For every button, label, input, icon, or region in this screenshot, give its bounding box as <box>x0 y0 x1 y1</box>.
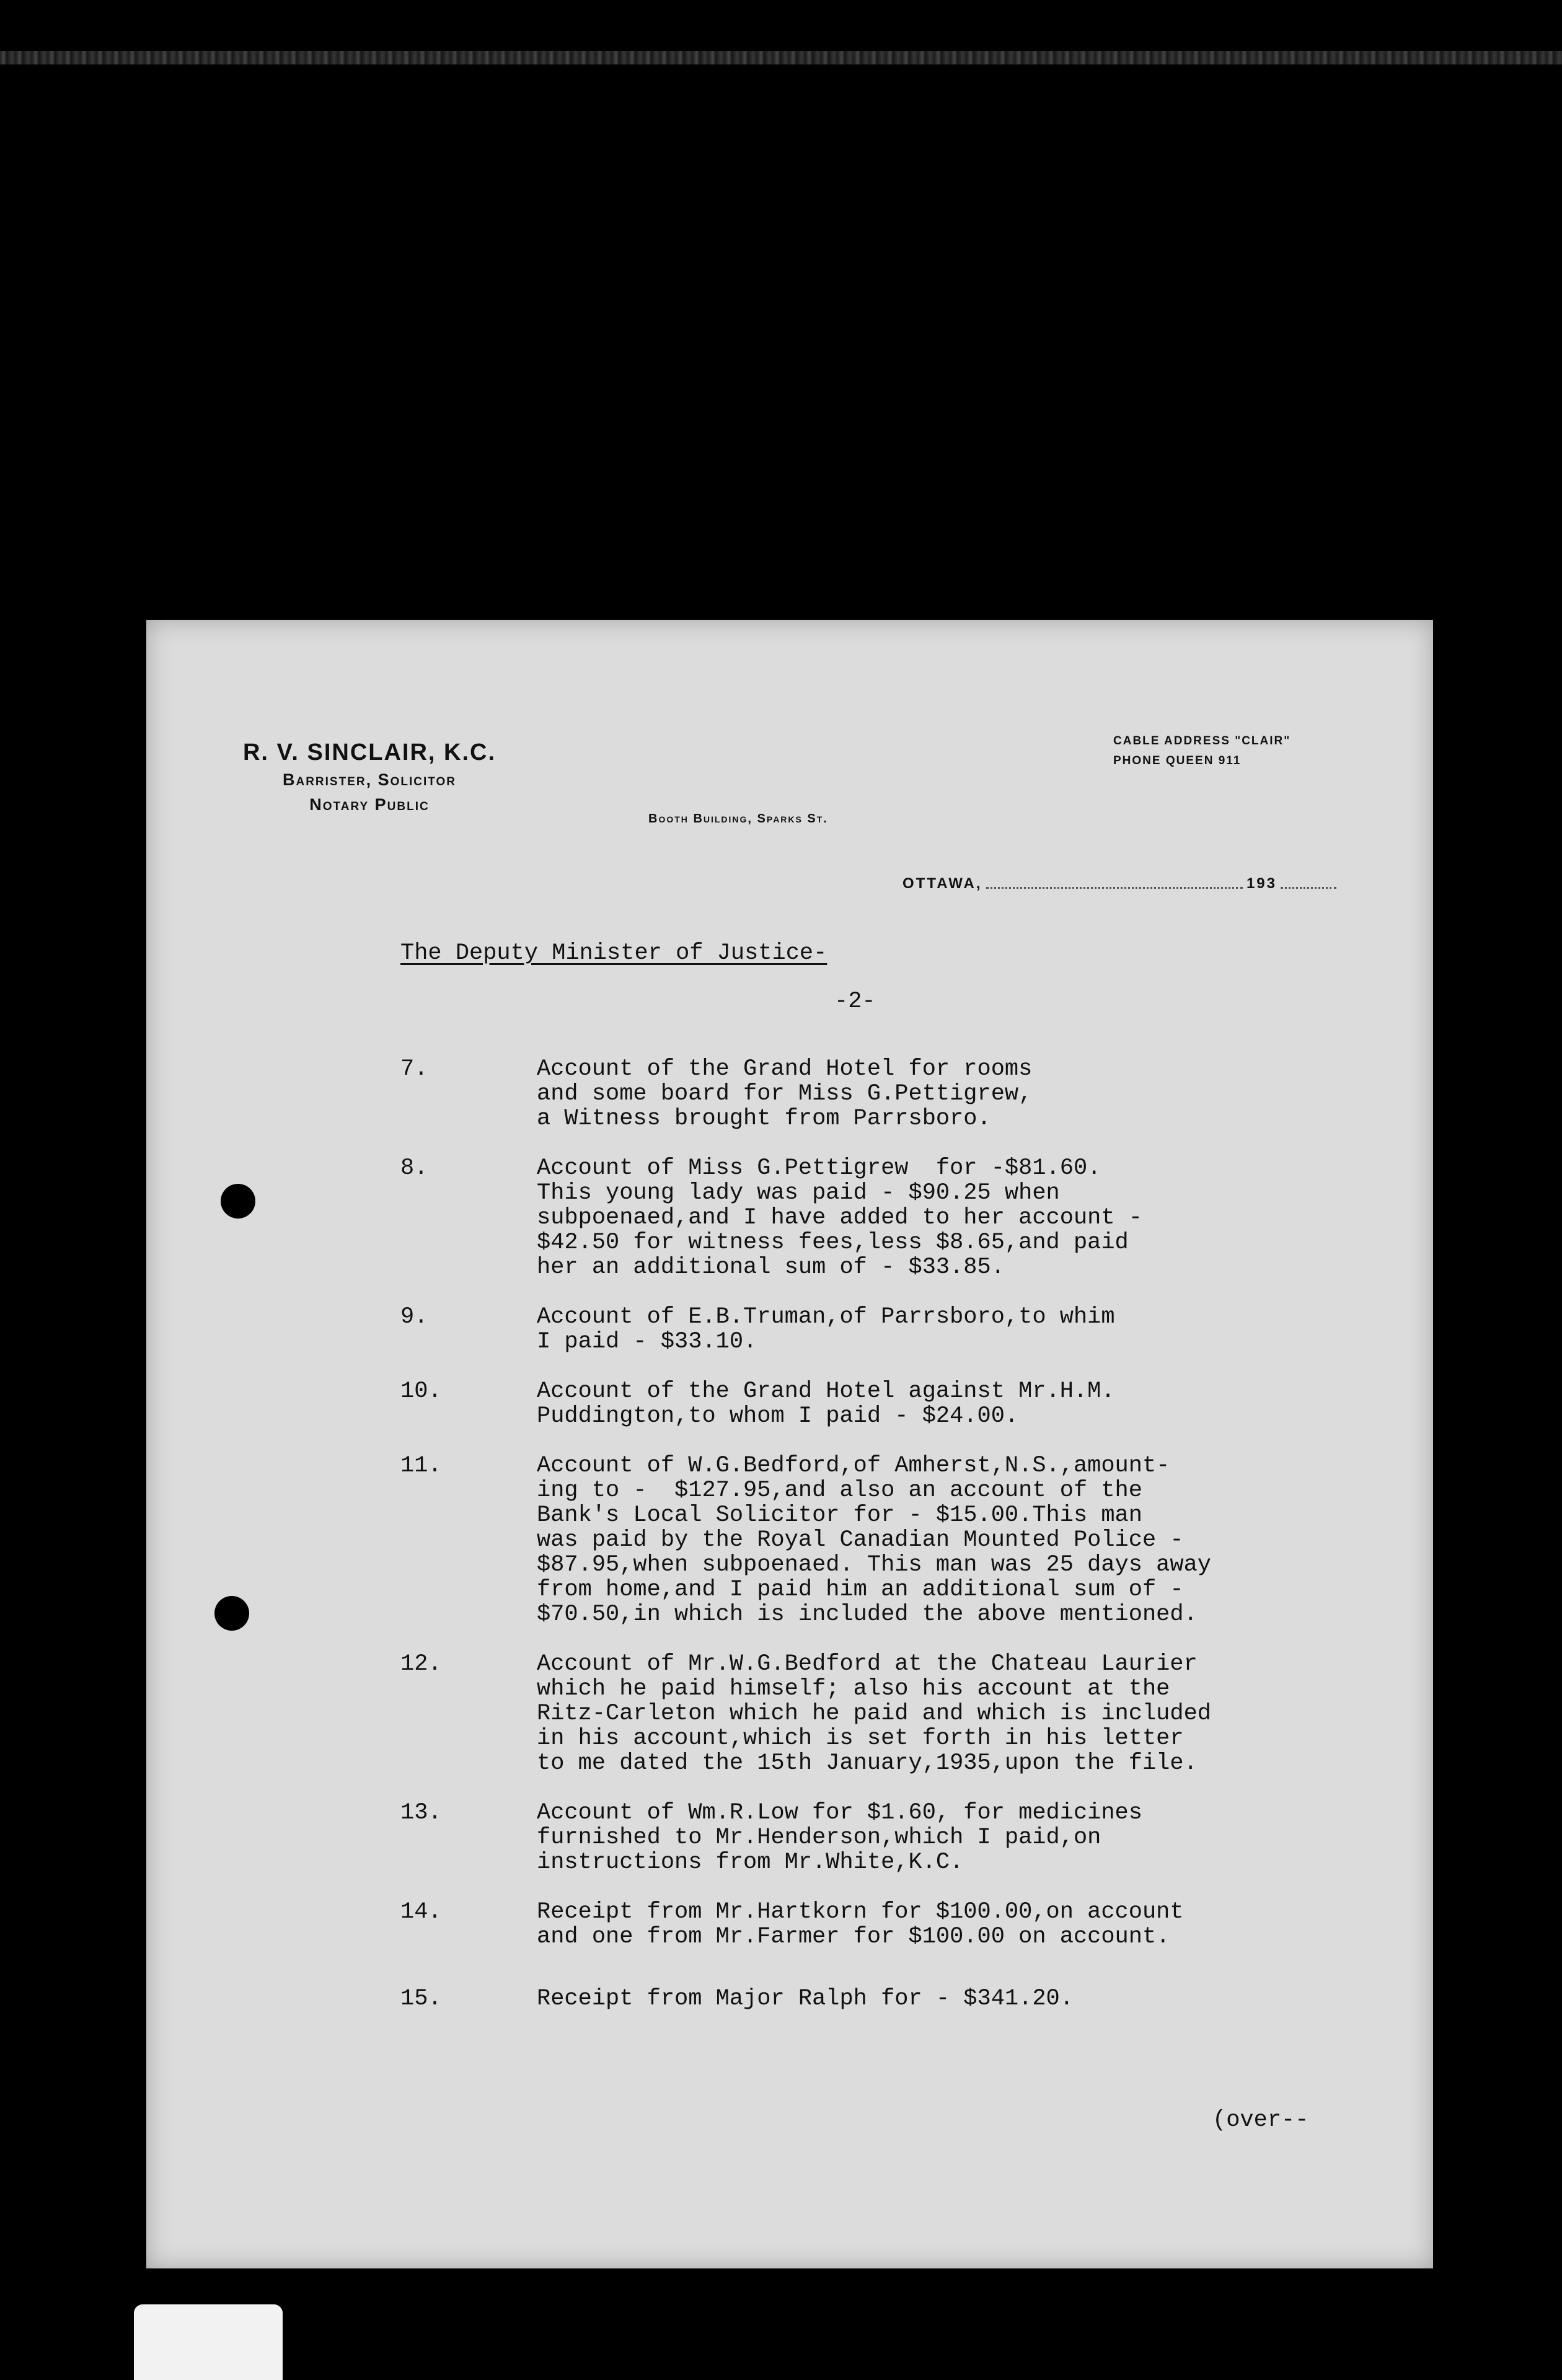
item-text: Account of the Grand Hotel for rooms and some board for Miss G.Pettigrew, a Witness brought from Parrsboro. <box>537 1056 1033 1132</box>
item-text: Account of W.G.Bedford,of Amherst,N.S.,amount- ing to - $127.95,and also an account of the Bank's Local Solicitor for - $15.00.This man was paid by the Royal Canadian Mounted Police - $87.95,when subpoenaed. This man was 25 days away from home,and I paid him an additional sum of - $70.50,in which is included the above mentioned. <box>537 1453 1211 1628</box>
item-number: 12. <box>400 1651 442 1677</box>
letterhead-left <box>214 738 524 817</box>
item-text: Receipt from Major Ralph for - $341.20. <box>537 1986 1074 2012</box>
dateline-blank <box>986 887 1243 889</box>
dateline-year: 193 <box>1246 875 1277 892</box>
letterhead-address: Booth Building, Sparks St. <box>648 812 828 826</box>
letterhead-name: R. V. SINCLAIR, K.C. <box>242 739 496 765</box>
item-number: 10. <box>400 1378 442 1404</box>
item-text: Account of Miss G.Pettigrew for -$81.60. This young lady was paid - $90.25 when subpoenaed,and I have added to her account - $42.50 for witness fees,less $8.65,and paid her an additional sum of - $33.85. <box>537 1155 1142 1280</box>
punch-hole <box>221 1184 255 1219</box>
scan-edge-strip <box>0 51 1562 64</box>
addressee: The Deputy Minister of Justice- <box>400 940 827 966</box>
item-text: Account of the Grand Hotel against Mr.H.M. Puddington,to whom I paid - $24.00. <box>537 1378 1115 1429</box>
letter-page <box>146 620 1433 2268</box>
item-text: Account of Wm.R.Low for $1.60, for medicines furnished to Mr.Henderson,which I paid,on instructions from Mr.White,K.C. <box>537 1800 1142 1875</box>
letterhead-title-line2: Notary Public <box>309 795 430 814</box>
letterhead-cable: CABLE ADDRESS "CLAIR" <box>1113 734 1291 747</box>
letterhead-contact <box>1113 731 1291 771</box>
item-number: 14. <box>400 1899 442 1925</box>
item-number: 15. <box>400 1986 442 2012</box>
dateline-year-blank <box>1281 887 1336 889</box>
dateline-city: OTTAWA, <box>902 875 982 892</box>
item-text: Account of Mr.W.G.Bedford at the Chateau Laurier which he paid himself; also his account at the Ritz-Carleton which he paid and which is included in his account,which is set forth in his letter to me dated the 15th January,1935,upon the file. <box>537 1651 1211 1776</box>
letterhead-title-line1: Barrister, Solicitor <box>282 770 457 789</box>
item-number: 11. <box>400 1453 442 1479</box>
item-number: 7. <box>400 1056 428 1082</box>
punch-hole <box>214 1596 249 1631</box>
dateline <box>902 868 1336 892</box>
item-number: 13. <box>400 1800 442 1826</box>
item-text: Receipt from Mr.Hartkorn for $100.00,on account and one from Mr.Farmer for $100.00 on account. <box>537 1899 1184 1950</box>
item-text: Account of E.B.Truman,of Parrsboro,to whim I paid - $33.10. <box>537 1304 1115 1355</box>
page-number: -2- <box>834 989 876 1015</box>
paper-tab <box>134 2304 283 2380</box>
item-number: 8. <box>400 1155 428 1181</box>
continuation-note: (over-- <box>1212 2107 1309 2133</box>
letterhead-phone: PHONE QUEEN 911 <box>1113 754 1242 767</box>
item-number: 9. <box>400 1304 428 1330</box>
